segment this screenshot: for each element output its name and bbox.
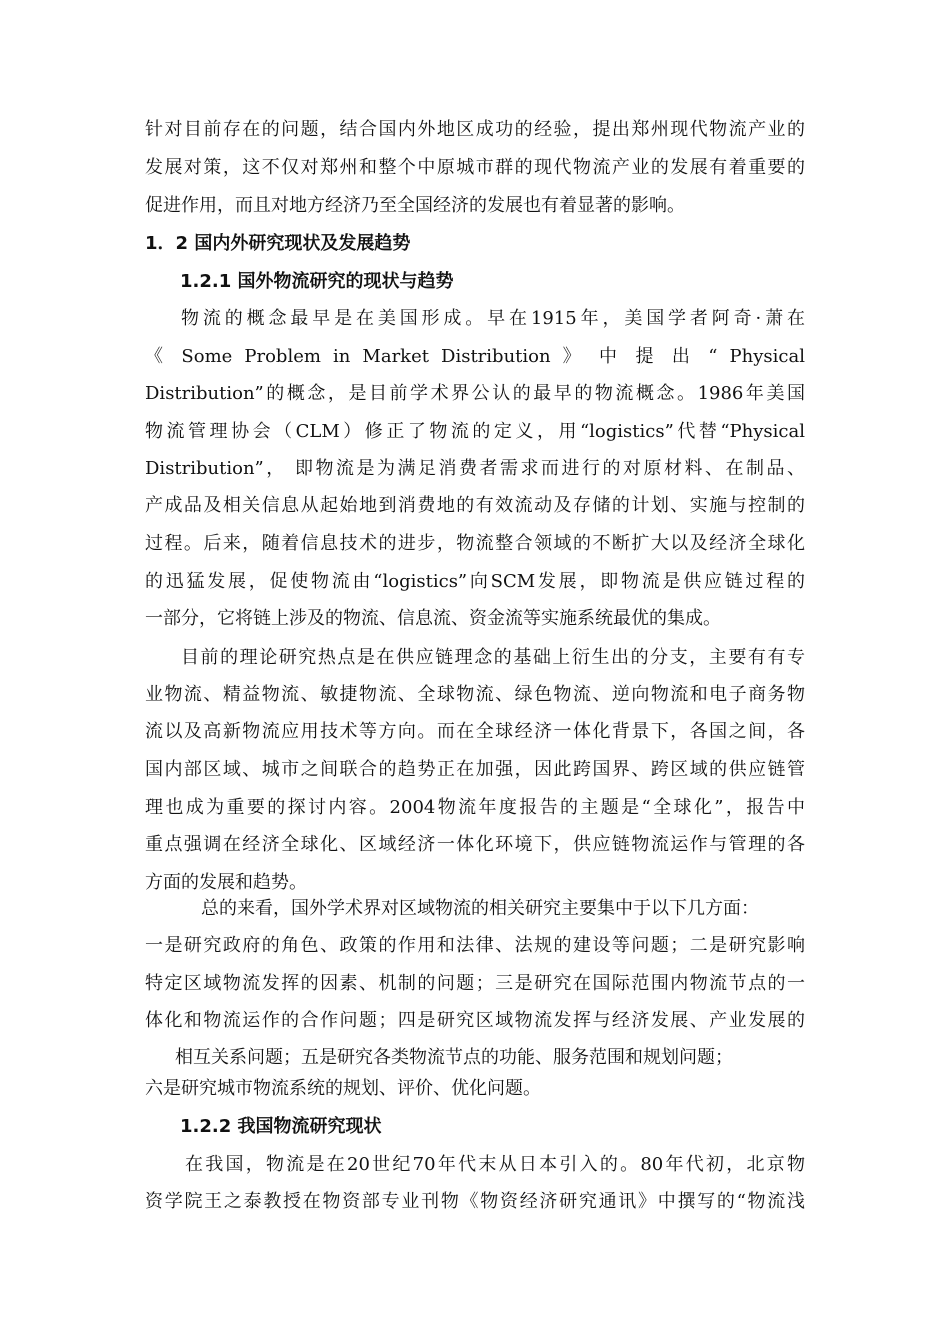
paragraph-line: 一部分，它将链上涉及的物流、信息流、资金流等实施系统最优的集成。 bbox=[145, 608, 721, 629]
paragraph-line: 业物流、精益物流、敏捷物流、全球物流、绿色物流、逆向物流和电子商务物 bbox=[145, 684, 805, 705]
paragraph-line: 目前的理论研究热点是在供应链理念的基础上衍生出的分支，主要有有专 bbox=[181, 647, 805, 668]
paragraph-line: 资学院王之泰教授在物资部专业刊物《物资经济研究通讯》中撰写的“物流浅 bbox=[145, 1191, 805, 1212]
paragraph-line: 方面的发展和趋势。 bbox=[145, 872, 307, 893]
paragraph-line: 物流的概念最早是在美国形成。早在1915年，美国学者阿奇·萧在 bbox=[181, 308, 805, 329]
paragraph-line: 重点强调在经济全球化、区域经济一体化环境下，供应链物流运作与管理的各 bbox=[145, 834, 805, 855]
subsection-heading-1-2-1: 1.2.1 国外物流研究的现状与趋势 bbox=[180, 271, 454, 292]
paragraph-line: 总的来看，国外学术界对区域物流的相关研究主要集中于以下几方面： bbox=[201, 898, 759, 919]
paragraph-line: 物流管理协会（CLM）修正了物流的定义，用“logistics”代替“Physical bbox=[145, 421, 805, 442]
paragraph-line: 产成品及相关信息从起始地到消费地的有效流动及存储的计划、实施与控制的 bbox=[145, 495, 805, 516]
subsection-heading-1-2-2: 1.2.2 我国物流研究现状 bbox=[180, 1116, 382, 1137]
paragraph-line: 六是研究城市物流系统的规划、评价、优化问题。 bbox=[145, 1078, 541, 1099]
paragraph-line: 过程。后来，随着信息技术的进步，物流整合领域的不断扩大以及经济全球化 bbox=[145, 533, 805, 554]
paragraph-line: 体化和物流运作的合作问题；四是研究区域物流发挥与经济发展、产业发展的 bbox=[145, 1010, 805, 1031]
paragraph-line: 《 Some Problem in Market Distribution 》 中 提 出 “ Physical bbox=[145, 346, 805, 367]
paragraph-line: 理也成为重要的探讨内容。2004物流年度报告的主题是“全球化”，报告中 bbox=[145, 797, 805, 818]
paragraph-line: 国内部区域、城市之间联合的趋势正在加强，因此跨国界、跨区域的供应链管 bbox=[145, 759, 805, 780]
paragraph-line: Distribution”的概念，是目前学术界公认的最早的物流概念。1986年美国 bbox=[145, 383, 805, 404]
paragraph-line: Distribution”， 即物流是为满足消费者需求而进行的对原材料、在制品、 bbox=[145, 458, 805, 479]
paragraph-line: 相互关系问题；五是研究各类物流节点的功能、服务范围和规划问题； bbox=[175, 1047, 733, 1068]
paragraph-line: 特定区域物流发挥的因素、机制的问题；三是研究在国际范围内物流节点的一 bbox=[145, 973, 805, 994]
paragraph-line: 针对目前存在的问题，结合国内外地区成功的经验，提出郑州现代物流产业的 bbox=[145, 119, 805, 140]
paragraph-line: 在我国，物流是在20世纪70年代末从日本引入的。80年代初，北京物 bbox=[185, 1154, 805, 1175]
section-heading-1-2: 1．2 国内外研究现状及发展趋势 bbox=[145, 233, 411, 254]
paragraph-line: 发展对策，这不仅对郑州和整个中原城市群的现代物流产业的发展有着重要的 bbox=[145, 157, 805, 178]
paragraph-line: 的迅猛发展，促使物流由“logistics”向SCM发展，即物流是供应链过程的 bbox=[145, 571, 805, 592]
paragraph-line: 流以及高新物流应用技术等方向。而在全球经济一体化背景下，各国之间，各 bbox=[145, 721, 805, 742]
paragraph-line: 促进作用，而且对地方经济乃至全国经济的发展也有着显著的影响。 bbox=[145, 195, 685, 216]
paragraph-line: 一是研究政府的角色、政策的作用和法律、法规的建设等问题；二是研究影响 bbox=[145, 935, 805, 956]
